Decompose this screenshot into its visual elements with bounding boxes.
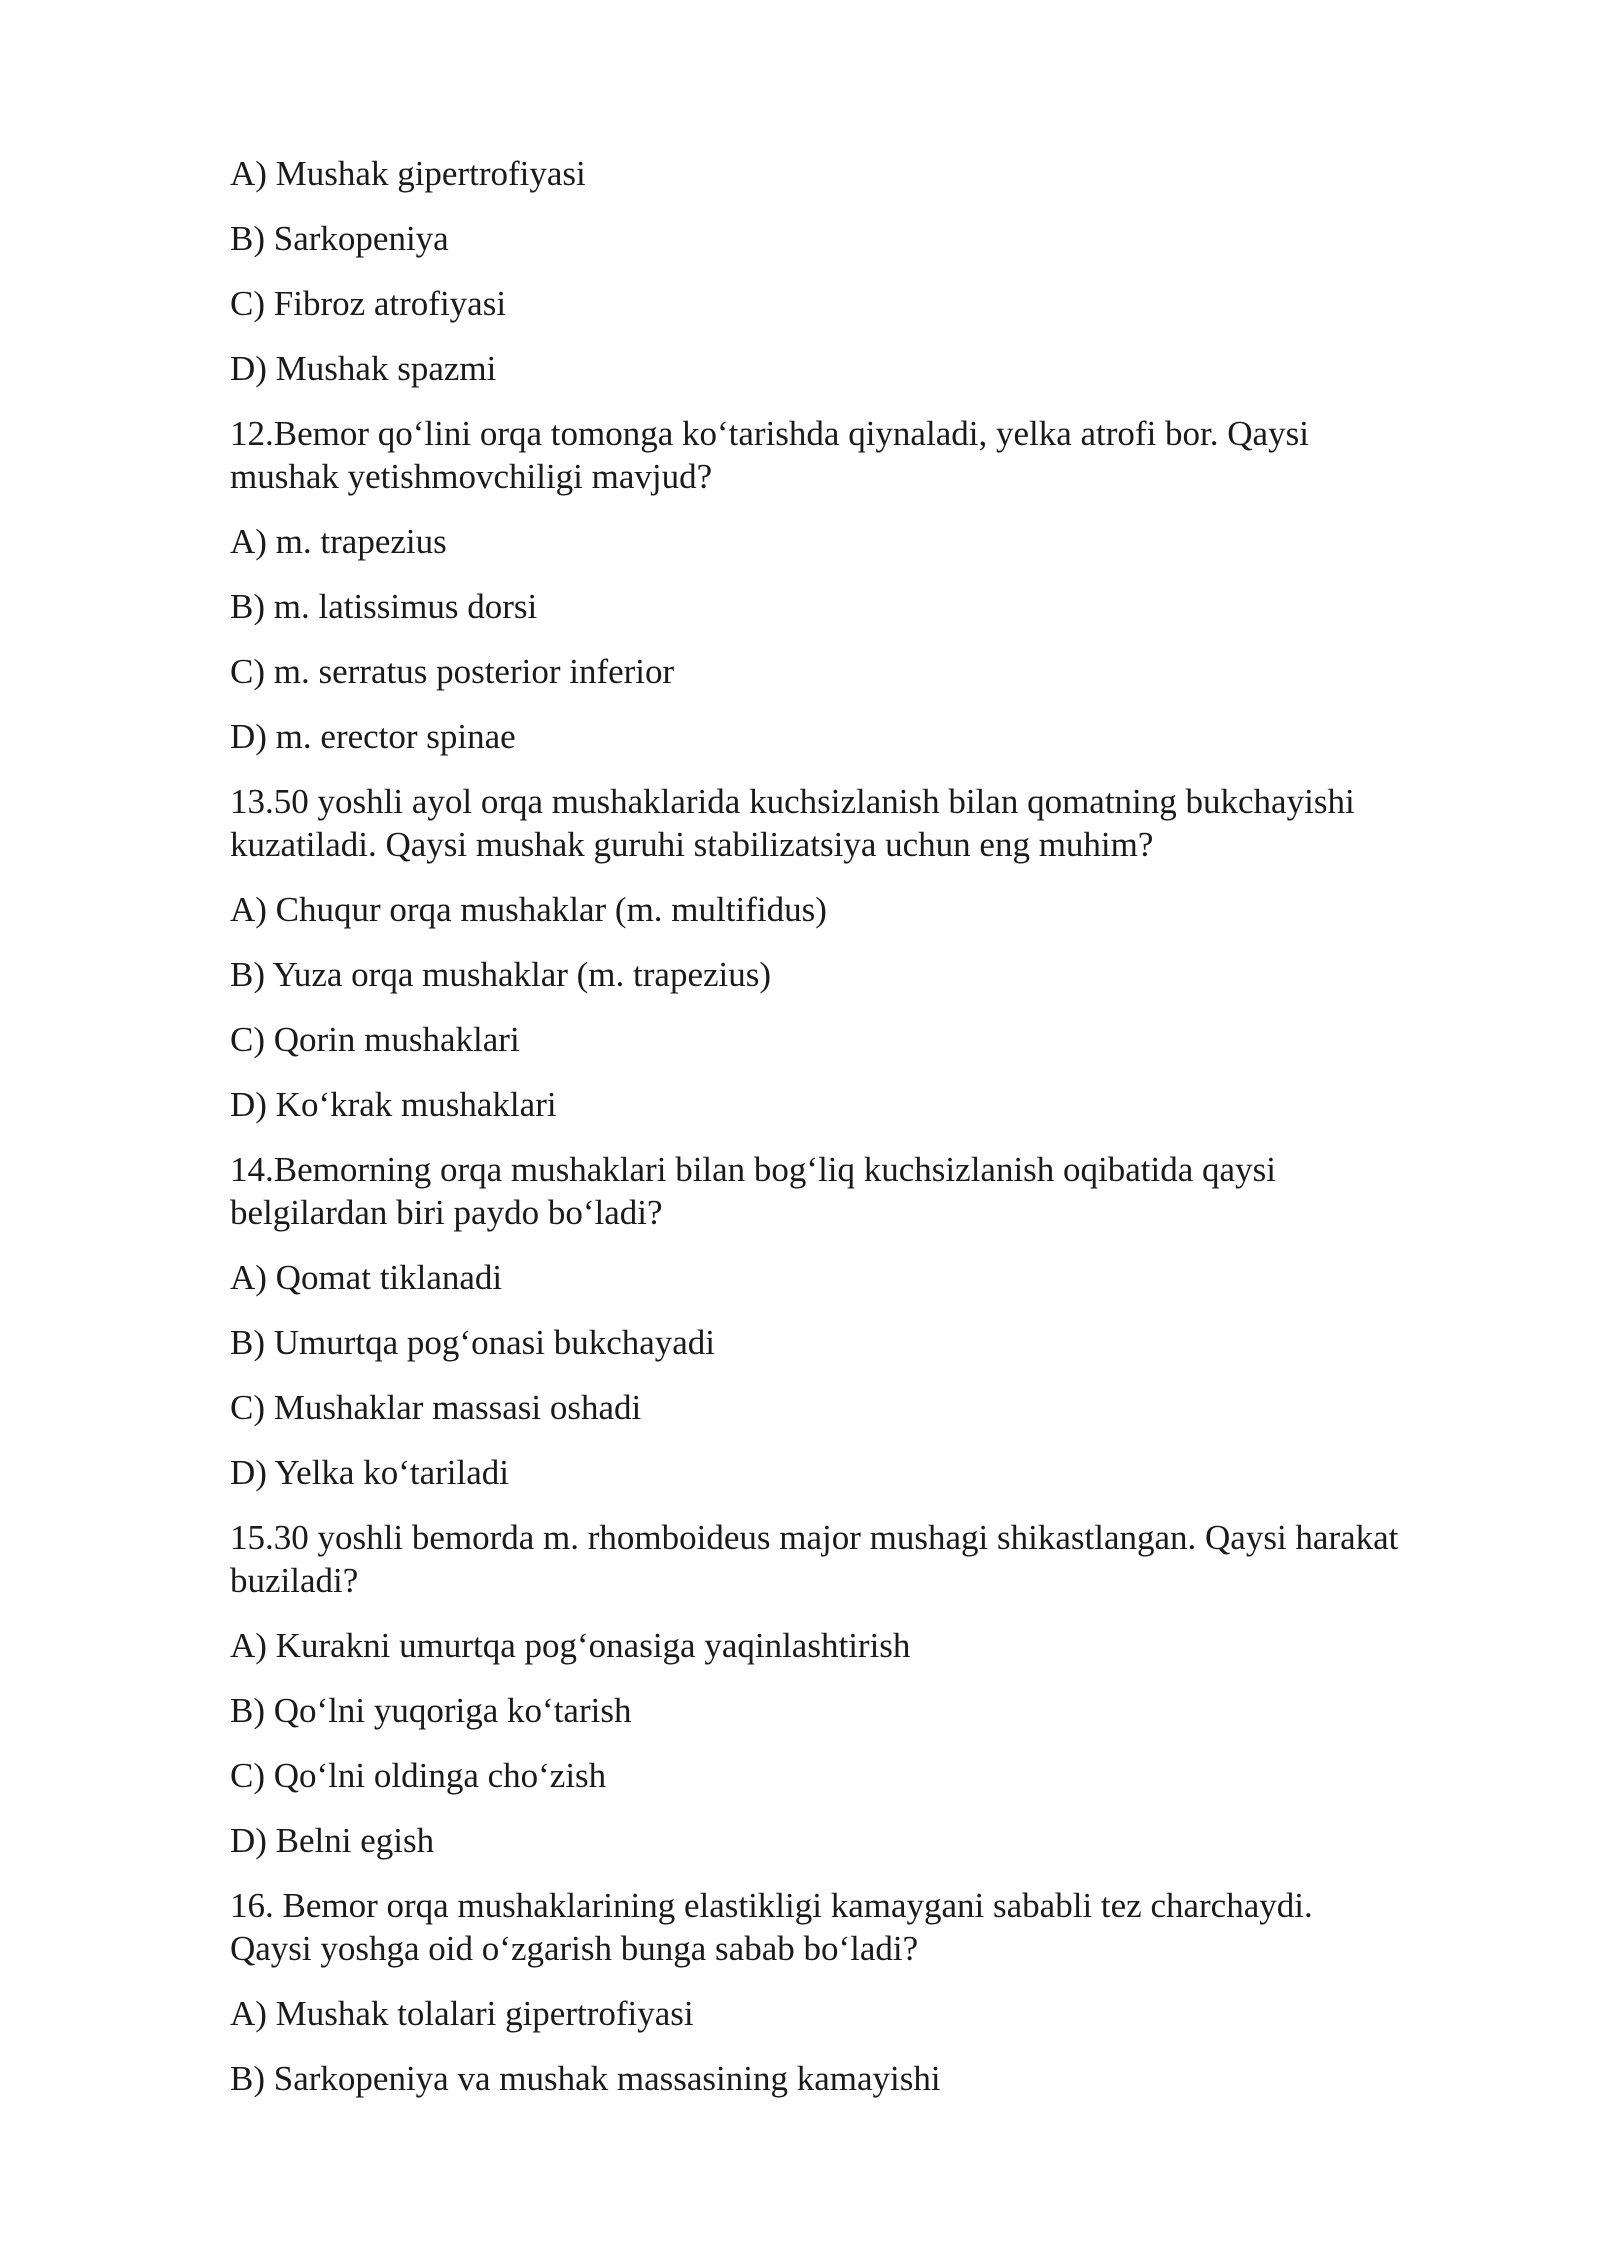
- answer-option: B) Sarkopeniya: [230, 219, 449, 258]
- answer-option: B) Sarkopeniya va mushak massasining kamayishi: [230, 2059, 941, 2098]
- answer-option: C) Qorin mushaklari: [230, 1020, 520, 1059]
- answer-option: B) m. latissimus dorsi: [230, 587, 538, 626]
- question-line: 12.Bemor qo‘lini orqa tomonga ko‘tarishda qiynaladi, yelka atrofi bor. Qaysi: [230, 414, 1309, 453]
- question-13: [230, 780, 1520, 866]
- answer-option: A) Chuqur orqa mushaklar (m. multifidus): [230, 890, 827, 929]
- answer-option: C) Qo‘lni oldinga cho‘zish: [230, 1756, 607, 1795]
- answer-option: B) Yuza orqa mushaklar (m. trapezius): [230, 955, 772, 994]
- question-line: kuzatiladi. Qaysi mushak guruhi stabilizatsiya uchun eng muhim?: [230, 825, 1154, 864]
- question-line: 14.Bemorning orqa mushaklari bilan bog‘liq kuchsizlanish oqibatida qaysi: [230, 1150, 1276, 1189]
- answer-option: D) Belni egish: [230, 1821, 435, 1860]
- answer-option: D) Yelka ko‘tariladi: [230, 1453, 509, 1492]
- answer-option: A) m. trapezius: [230, 522, 447, 561]
- question-line: buziladi?: [230, 1561, 359, 1600]
- question-line: mushak yetishmovchiligi mavjud?: [230, 457, 713, 496]
- answer-option: C) m. serratus posterior inferior: [230, 652, 675, 691]
- answer-option: A) Mushak tolalari gipertrofiyasi: [230, 1994, 694, 2033]
- question-15: [230, 1516, 1520, 1602]
- answer-option: A) Kurakni umurtqa pog‘onasiga yaqinlashtirish: [230, 1626, 911, 1665]
- answer-option: A) Mushak gipertrofiyasi: [230, 154, 586, 193]
- answer-option: B) Umurtqa pog‘onasi bukchayadi: [230, 1323, 716, 1362]
- question-line: belgilardan biri paydo bo‘ladi?: [230, 1193, 663, 1232]
- answer-option: C) Fibroz atrofiyasi: [230, 284, 507, 323]
- question-16: [230, 1884, 1520, 1970]
- answer-option: D) Mushak spazmi: [230, 349, 497, 388]
- answer-option: D) m. erector spinae: [230, 717, 516, 756]
- question-line: 13.50 yoshli ayol orqa mushaklarida kuchsizlanish bilan qomatning bukchayishi: [230, 782, 1355, 821]
- document-page: [230, 152, 1520, 2122]
- question-12: [230, 412, 1520, 498]
- question-line: 15.30 yoshli bemorda m. rhomboideus major mushagi shikastlangan. Qaysi harakat: [230, 1518, 1399, 1557]
- answer-option: B) Qo‘lni yuqoriga ko‘tarish: [230, 1691, 632, 1730]
- question-line: 16. Bemor orqa mushaklarining elastikligi kamaygani sababli tez charchaydi.: [230, 1886, 1313, 1925]
- question-line: Qaysi yoshga oid o‘zgarish bunga sabab bo‘ladi?: [230, 1929, 919, 1968]
- answer-option: D) Ko‘krak mushaklari: [230, 1085, 557, 1124]
- answer-option: A) Qomat tiklanadi: [230, 1258, 503, 1297]
- question-14: [230, 1148, 1520, 1234]
- answer-option: C) Mushaklar massasi oshadi: [230, 1388, 642, 1427]
